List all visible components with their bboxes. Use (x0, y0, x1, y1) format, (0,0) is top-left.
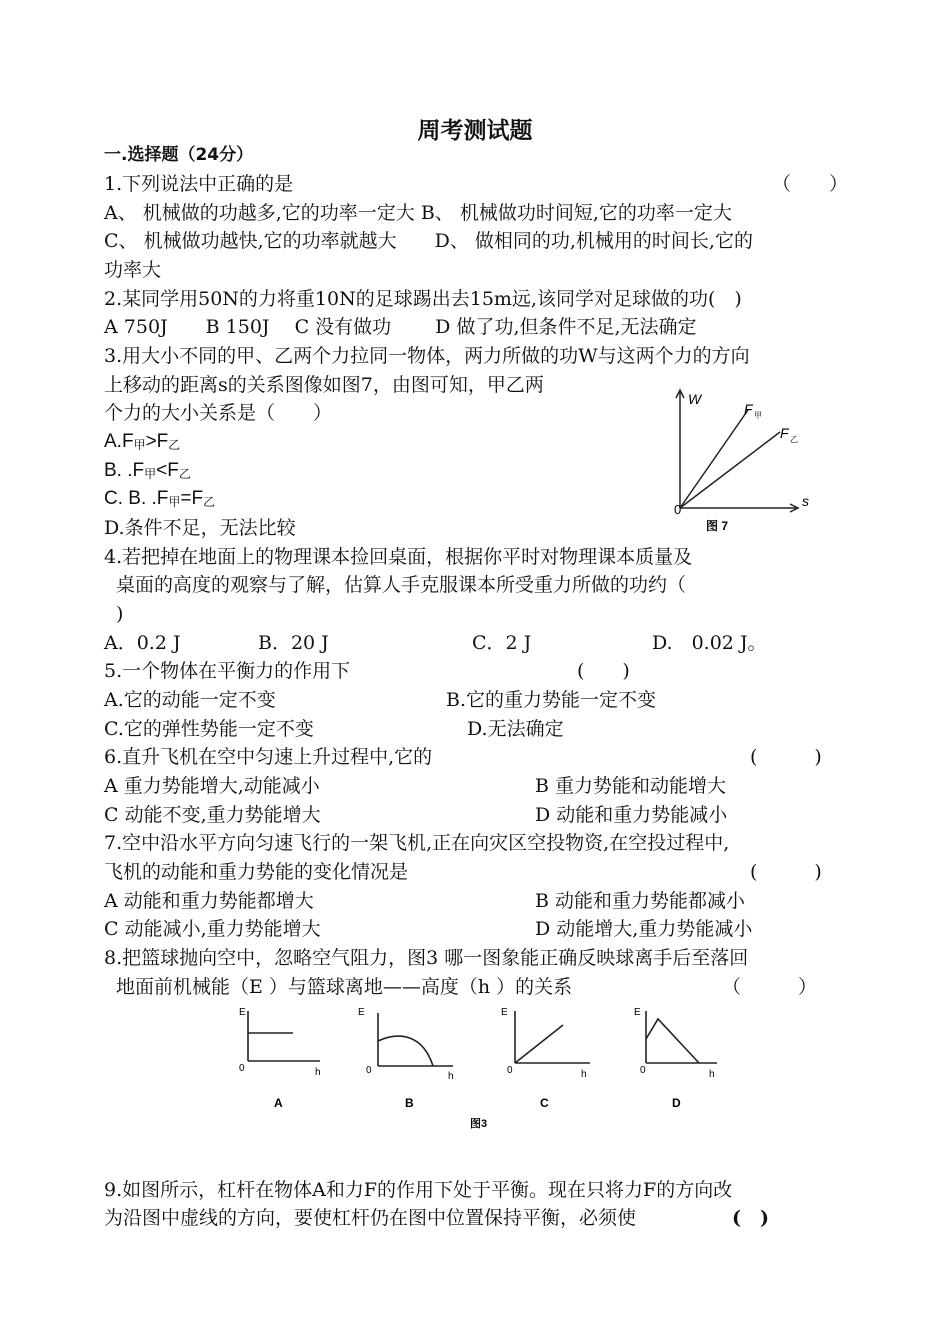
graph-d-e-label: E (634, 1007, 641, 1018)
graph-d-origin: 0 (640, 1065, 646, 1076)
q3-stem-line1: 3.用大小不同的甲、乙两个力拉同一物体，两力所做的功W与这两个力的方向 (104, 345, 750, 367)
q4-option-b: B．20 J (258, 632, 329, 654)
q4-stem-line1: 4.若把掉在地面上的物理课本捡回桌面，根据你平时对物理课本质量及 (104, 546, 693, 568)
q7-stem-line1: 7.空中沿水平方向匀速飞行的一架飞机,正在向灾区空投物资,在空投过程中, (104, 832, 730, 854)
q5-stem: 5.一个物体在平衡力的作用下 (104, 660, 351, 682)
q3-stem-line3: 个力的大小关系是（ ） (104, 402, 333, 424)
graph-d-letter: D (672, 1096, 681, 1110)
q7-option-b: B 动能和重力势能都减小 (535, 890, 746, 912)
q8-figure-3 (225, 1003, 735, 1133)
figure-7-caption: 图 7 (706, 519, 729, 533)
graph-b-letter: B (405, 1096, 414, 1110)
graph-b-h-label: h (448, 1071, 454, 1082)
graph-c-letter: C (540, 1096, 549, 1110)
q3-option-c: C. B. $.F_甲=F_乙$ (104, 488, 216, 509)
q7-answer-paren: ( ) (750, 861, 822, 883)
q2-stem: 2.某同学用50N的力将重10N的足球踢出去15m远,该同学对足球做的功( ) (104, 288, 742, 310)
origin-label: 0 (674, 502, 682, 517)
q4-stem-line2: 桌面的高度的观察与了解，估算人手克服课本所受重力所做的功约（ (116, 574, 687, 596)
graph-b-curve (378, 1036, 433, 1066)
graph-d (646, 1011, 717, 1063)
q5-option-d: D.无法确定 (467, 718, 564, 740)
graph-b-e-label: E (358, 1007, 365, 1018)
q7-stem-line2: 飞机的动能和重力势能的变化情况是 (104, 861, 409, 883)
q7-option-a: A 动能和重力势能都增大 (104, 890, 314, 912)
q8-stem-line2: 地面前机械能（E ）与篮球离地——高度（h ）的关系 (116, 976, 573, 998)
q6-option-a: A 重力势能增大,动能减小 (104, 775, 320, 797)
section-heading: 一.选择题（24分） (104, 145, 254, 165)
q1-options-line3: 功率大 (104, 259, 162, 281)
w-axis-label: W (688, 391, 702, 407)
q4-option-d: D. 0.02 J。 (652, 632, 767, 654)
graph-b-origin: 0 (366, 1065, 372, 1076)
f-jia-label: F (744, 401, 753, 417)
graph-d-curve (646, 1019, 699, 1063)
q3-option-a: $A.F_甲>F_乙$ (104, 431, 181, 452)
q5-option-a: A.它的动能一定不变 (104, 689, 276, 711)
s-axis-label: s (802, 493, 809, 509)
q1-options-line2: C、 机械做功越快,它的功率就越大 D、 做相同的功,机械用的时间长,它的 (104, 230, 753, 252)
q5-answer-paren: ( ) (577, 660, 630, 682)
q1-stem: 1.下列说法中正确的是 (104, 173, 294, 195)
graph-c-e-label: E (501, 1007, 508, 1018)
q2-options: A 750J B 150J C 没有做功 D 做了功,但条件不足,无法确定 (104, 316, 697, 338)
q4-stem-line3: ) (116, 603, 124, 625)
q3-option-b: B. $.F_甲<F_乙$ (104, 460, 191, 481)
graph-a (248, 1011, 320, 1061)
q5-option-c: C.它的弹性势能一定不变 (104, 718, 314, 740)
graph-d-h-label: h (709, 1069, 715, 1080)
q1-options-line1: A、 机械做的功越多,它的功率一定大 B、 机械做功时间短,它的功率一定大 (104, 202, 732, 224)
graph-c-h-label: h (581, 1069, 587, 1080)
f-yi-label: F (780, 425, 789, 441)
q6-option-d: D 动能和重力势能减小 (535, 804, 728, 826)
q7-option-c: C 动能减小,重力势能增大 (104, 918, 321, 940)
graph-c (515, 1011, 590, 1063)
q1-answer-paren: （ ） (772, 173, 849, 195)
q8-stem-line1: 8.把篮球抛向空中，忽略空气阻力，图3 哪一图象能正确反映球离手后至落回 (104, 947, 749, 969)
graph-c-curve (515, 1025, 563, 1063)
graph-a-h-label: h (315, 1067, 321, 1078)
q6-answer-paren: ( ) (750, 746, 822, 768)
q4-option-c: C．2 J (472, 632, 532, 654)
f-jia-sub: 甲 (754, 411, 762, 420)
graph-b (378, 1013, 453, 1066)
q6-stem: 6.直升飞机在空中匀速上升过程中,它的 (104, 746, 433, 768)
f-yi-sub: 乙 (790, 435, 798, 444)
figure-3-caption: 图3 (470, 1118, 488, 1130)
q6-option-c: C 动能不变,重力势能增大 (104, 804, 321, 826)
q7-option-d: D 动能增大,重力势能减小 (535, 918, 753, 940)
graph-a-letter: A (274, 1096, 283, 1110)
graph-a-origin: 0 (239, 1063, 245, 1074)
q3-stem-line2: 上移动的距离s的关系图像如图7，由图可知，甲乙两 (104, 374, 544, 396)
q9-stem-line1: 9.如图所示，杠杆在物体A和力F的作用下处于平衡。现在只将力F的方向改 (104, 1179, 733, 1201)
f-yi-line (680, 432, 780, 508)
q3-option-d: D.条件不足，无法比较 (104, 517, 296, 539)
q3-figure-7 (650, 382, 830, 537)
q6-option-b: B 重力势能和动能增大 (535, 775, 727, 797)
graph-c-origin: 0 (507, 1065, 513, 1076)
f-jia-line (680, 410, 748, 508)
q4-option-a: A．0.2 J (104, 632, 181, 654)
q9-stem-line2: 为沿图中虚线的方向，要使杠杆仍在图中位置保持平衡，必须使 (104, 1207, 637, 1229)
q9-answer-paren: ( ) (732, 1207, 769, 1229)
page-title: 周考测试题 (417, 118, 533, 144)
graph-a-e-label: E (239, 1007, 246, 1018)
q5-option-b: B.它的重力势能一定不变 (446, 689, 657, 711)
q8-answer-paren: （ ） (722, 976, 818, 998)
